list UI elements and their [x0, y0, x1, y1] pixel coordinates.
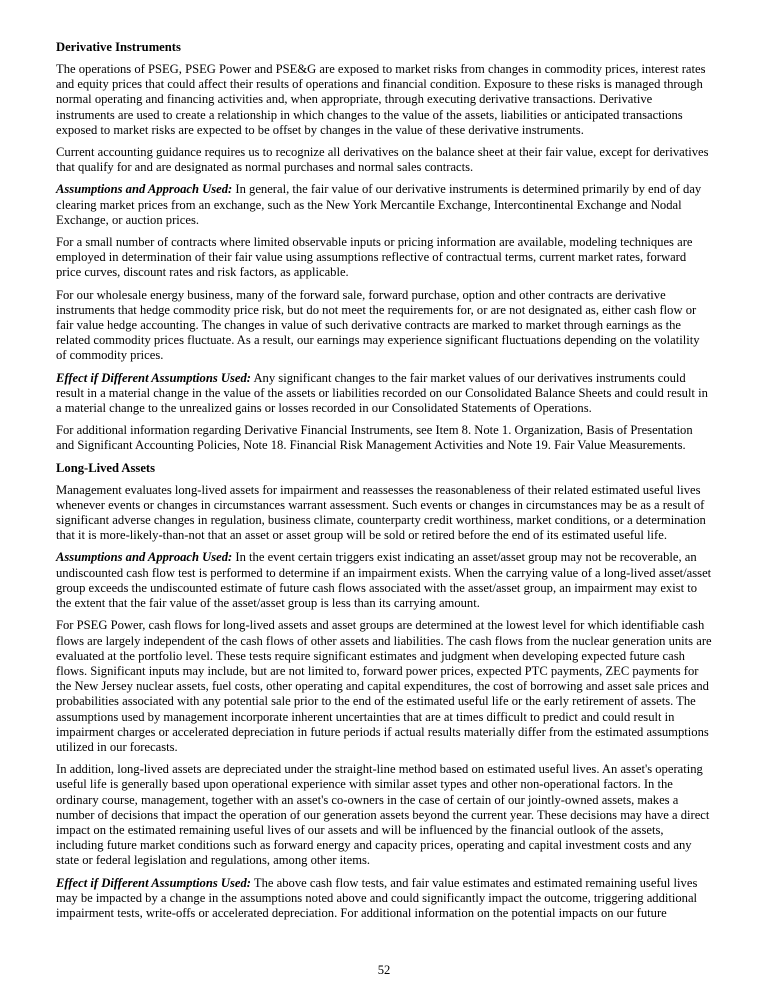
page-number: 52 — [377, 963, 391, 977]
paragraph — [56, 618, 713, 755]
paragraph — [56, 550, 713, 611]
paragraph-text: Current accounting guidance requires us to recognize all derivatives on the balance sheet at their fair value, except for derivatives that qualify for and are designated as normal purchases and normal sales contracts. — [56, 145, 709, 175]
paragraph-lead: Assumptions and Approach Used: — [56, 182, 233, 197]
paragraph-text: Management evaluates long-lived assets for impairment and reassesses the reasonableness of their related estimated useful lives whenever events or changes in circumstances warrant assessment. Such events or changes in circumstances may be as a result of significant adverse changes in regulation, business climate, counterparty credit worthiness, market conditions, or a determination that it is more-likely-than-not that an asset or asset group will be sold or retired before the end of its estimated useful life. — [56, 482, 706, 543]
paragraph-text: The above cash flow tests, and fair value estimates and estimated remaining useful lives may be impacted by a change in the assumptions noted above and could significantly impact the outcome, triggering additional impairment tests, write-offs or accelerated depreciation. For additional information on the potential impacts on our future — [56, 875, 698, 920]
paragraph — [56, 62, 713, 138]
paragraph — [56, 483, 713, 544]
paragraph — [56, 371, 713, 417]
paragraph-text: The operations of PSEG, PSEG Power and PSE&G are exposed to market risks from changes in commodity prices, interest rates and equity prices that could affect their results of operations and financial condition. Exposure to these risks is managed through normal operating and financing activities and, when appropriate, through executing derivative transactions. Derivative instruments are used to create a relationship in which changes to the value of the assets, liabilities or anticipated transactions exposed to market risks are expected to be offset by changes in the value of these derivative instruments. — [56, 62, 706, 137]
paragraph — [56, 423, 713, 453]
paragraph-text: Any significant changes to the fair market values of our derivatives instruments could result in a material change in the value of the assets or liabilities recorded on our Consolidated Balance Sheets and could result in a material change to the unrealized gains or losses recorded in our Consolidated Statements of Operations. — [56, 370, 708, 416]
paragraph-text: In general, the fair value of our derivative instruments is determined primarily by end of day clearing market prices from an exchange, such as the New York Mercantile Exchange, Intercontinental Exchange and Nodal Exchange, or auction prices. — [56, 182, 702, 227]
document-body — [56, 40, 713, 928]
paragraph — [56, 762, 713, 868]
paragraph-lead: Effect if Different Assumptions Used: — [56, 875, 251, 890]
paragraph — [56, 182, 713, 228]
paragraph-text: For our wholesale energy business, many of the forward sale, forward purchase, option and other contracts are derivative instruments that hedge commodity price risk, but do not meet the requirements for, or are not designated as, either cash flow or fair value hedge accounting. The changes in value of such derivative contracts are marked to market through earnings as the related commodity prices fluctuate. As a result, our earnings may experience significant fluctuations depending on the volatility of commodity prices. — [56, 287, 700, 363]
paragraph-text: For PSEG Power, cash flows for long-lived assets and asset groups are determined at the lowest level for which identifiable cash flows are largely independent of the cash flows of other assets and liabilities. The cash flows from the nuclear generation units are evaluated at the portfolio level. These tests require significant estimates and judgment when developing expected future cash flows. Significant inputs may include, but are not limited to, forward power prices, expected PTC payments, ZEC payments for the New Jersey nuclear assets, fuel costs, other operating and capital expenditures, the cost of borrowing and asset sale prices and probabilities associated with any potential sale prior to the end of the estimated useful life or the early retirement of assets. The assumptions used by management incorporate inherent uncertainties that are at times difficult to predict and could result in impairment charges or accelerated depreciation in future periods if actual results materially differ from the estimated assumptions utilized in our forecasts. — [56, 618, 712, 754]
paragraph-text: In the event certain triggers exist indicating an asset/asset group may not be recoverable, an undiscounted cash flow test is performed to determine if an impairment exists. When the carrying value of a long-lived asset/asset group exceeds the undiscounted estimate of future cash flows associated with the asset/asset group, an impairment may exist to the extent that the fair value of the asset/asset group is less than its carrying amount. — [56, 550, 712, 611]
paragraph — [56, 235, 713, 281]
section-heading: Derivative Instruments — [56, 40, 181, 54]
paragraph — [56, 145, 713, 175]
paragraph — [56, 876, 713, 922]
paragraph-text: For a small number of contracts where limited observable inputs or pricing information are available, modeling techniques are employed in determination of their fair value using assumptions reflective of contractual terms, current market rates, forward price curves, discount rates and risk factors, as applicable. — [56, 235, 693, 280]
paragraph-text: In addition, long-lived assets are depreciated under the straight-line method based on estimated useful lives. An asset's operating useful life is generally based upon operational experience with similar asset types and other non-operational factors. In the ordinary course, management, together with an asset's co-owners in the case of certain of our jointly-owned assets, makes a number of decisions that impact the operation of our generation assets beyond the current year. These decisions may have a direct impact on the estimated remaining useful lives of our assets and will be influenced by the financial outlook of the assets, including future market conditions such as forward energy and capacity prices, operating and capital investment costs and any state or federal legislation and regulations, among other items. — [56, 762, 710, 868]
section-heading: Long-Lived Assets — [56, 460, 156, 475]
paragraph-lead: Assumptions and Approach Used: — [56, 550, 233, 565]
paragraph-text: For additional information regarding Derivative Financial Instruments, see Item 8. Note 1. Organization, Basis of Presentation and Significant Accounting Policies, Note 18. Financial Risk Management Activities and Note 19. Fair Value Measurements. — [56, 423, 693, 453]
paragraph-lead: Effect if Different Assumptions Used: — [56, 370, 251, 385]
paragraph — [56, 288, 713, 364]
